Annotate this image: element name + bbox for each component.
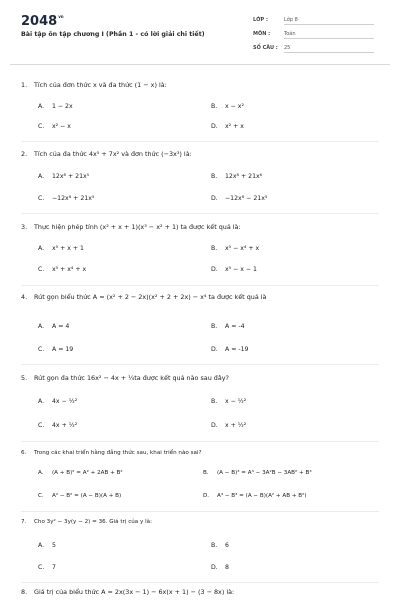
option-letter: A. — [38, 323, 45, 330]
option-text: x⁵ − x − 1 — [225, 266, 257, 273]
question-8 — [21, 588, 381, 597]
question-divider — [21, 285, 379, 286]
option-text: A³ − B³ = (A − B)(A² + AB + B²) — [217, 493, 307, 499]
option-letter: C. — [38, 266, 45, 273]
option-letter: D. — [211, 123, 218, 130]
option-text: A = -19 — [225, 346, 249, 353]
option-letter: C. — [38, 493, 44, 499]
option-letter: B. — [211, 398, 218, 405]
meta-value: 25 — [284, 45, 374, 53]
brand-logo[interactable] — [21, 14, 64, 29]
option-letter: B. — [211, 245, 218, 252]
option-a[interactable] — [38, 103, 73, 110]
option-c[interactable] — [38, 564, 56, 571]
meta-value: Lớp 8 — [284, 17, 374, 25]
question-4 — [21, 293, 381, 302]
option-letter: B. — [211, 323, 218, 330]
question-divider — [21, 582, 379, 583]
option-text: 4x + ½² — [52, 422, 78, 429]
option-d[interactable] — [211, 346, 248, 353]
option-a[interactable] — [38, 173, 89, 180]
option-text: −12x⁸ + 21x⁵ — [52, 195, 95, 202]
option-a[interactable] — [38, 542, 56, 549]
option-c[interactable] — [38, 422, 77, 429]
option-a[interactable] — [38, 470, 123, 476]
option-c[interactable] — [38, 493, 121, 499]
question-number: 4. — [21, 293, 28, 301]
question-number: 2. — [21, 150, 28, 158]
option-letter: D. — [203, 493, 210, 499]
header-divider — [10, 64, 390, 65]
question-3 — [21, 223, 381, 232]
option-b[interactable] — [211, 398, 246, 405]
document-title: Bài tập ôn tập chương I (Phần 1 - có lời giải chi tiết) — [21, 31, 205, 38]
option-text: 4x − ½² — [52, 398, 78, 405]
question-text: Giá trị của biểu thức A = 2x(3x − 1) − 6x(x + 1) − (3 − 8x) là: — [34, 588, 235, 596]
option-text: A = 19 — [52, 346, 74, 353]
question-5 — [21, 374, 381, 383]
logo-tm: vn — [58, 14, 64, 19]
meta-value: Toán — [284, 31, 374, 39]
option-text: x⁵ − x⁴ + x — [225, 245, 260, 252]
option-letter: C. — [38, 346, 45, 353]
question-1 — [21, 81, 381, 90]
question-divider — [21, 511, 379, 512]
question-text: Rút gọn biểu thức A = (x² + 2 − 2x)(x² + 2 + 2x) − x⁴ ta được kết quả là — [34, 293, 267, 301]
question-number: 7. — [21, 519, 27, 525]
question-text: Tích của đơn thức x và đa thức (1 − x) là: — [34, 81, 167, 89]
logo-text: 2048 — [21, 14, 58, 29]
question-2 — [21, 150, 381, 159]
option-letter: A. — [38, 470, 44, 476]
option-letter: A. — [38, 173, 45, 180]
question-text: Thực hiện phép tính (x² + x + 1)(x³ − x² + 1) ta được kết quả là: — [34, 223, 241, 231]
option-d[interactable] — [203, 493, 307, 499]
question-divider — [21, 141, 379, 142]
option-text: 7 — [52, 564, 56, 571]
option-b[interactable] — [211, 173, 262, 180]
meta-key: MÔN : — [253, 31, 271, 37]
option-letter: A. — [38, 542, 45, 549]
option-b[interactable] — [211, 245, 259, 252]
option-text: 6 — [225, 542, 229, 549]
question-text: Cho 3y² − 3y(y − 2) = 36. Giá trị của y là: — [34, 519, 152, 525]
option-c[interactable] — [38, 123, 71, 130]
option-text: 8 — [225, 564, 229, 571]
option-c[interactable] — [38, 346, 73, 353]
question-text: Tích của đa thức 4x⁵ + 7x² và đơn thức (−3x³) là: — [34, 150, 192, 158]
option-text: 5 — [52, 542, 56, 549]
option-letter: C. — [38, 422, 45, 429]
option-a[interactable] — [38, 398, 77, 405]
option-letter: B. — [211, 173, 218, 180]
option-text: x⁵ + x + 1 — [52, 245, 84, 252]
option-text: x² + x — [225, 123, 244, 130]
meta-count-row — [253, 45, 378, 53]
option-letter: B. — [203, 470, 209, 476]
option-text: (A − B)³ = A³ − 3A²B − 3AB² + B³ — [217, 470, 312, 476]
question-number: 1. — [21, 81, 28, 89]
question-number: 3. — [21, 223, 28, 231]
option-b[interactable] — [203, 470, 312, 476]
option-text: −12x⁸ − 21x⁵ — [225, 195, 268, 202]
question-divider — [21, 441, 379, 442]
option-b[interactable] — [211, 103, 244, 110]
option-letter: C. — [38, 564, 45, 571]
option-b[interactable] — [211, 542, 229, 549]
option-letter: A. — [38, 245, 45, 252]
option-letter: D. — [211, 195, 218, 202]
option-text: (A + B)² = A² + 2AB + B² — [52, 470, 123, 476]
option-text: x − ½² — [225, 398, 247, 405]
meta-key: SỐ CÂU : — [253, 45, 278, 51]
meta-key: LỚP : — [253, 17, 268, 23]
option-letter: A. — [38, 103, 45, 110]
option-b[interactable] — [211, 323, 245, 330]
question-6 — [21, 449, 381, 458]
meta-subject-row — [253, 31, 378, 39]
option-text: x² − x — [52, 123, 71, 130]
question-7 — [21, 518, 381, 527]
option-text: A² − B² = (A − B)(A + B) — [52, 493, 122, 499]
question-number: 5. — [21, 374, 28, 382]
meta-class-row — [253, 17, 378, 25]
option-letter: C. — [38, 123, 45, 130]
question-number: 6. — [21, 450, 27, 456]
option-text: 12x⁸ + 21x⁵ — [52, 173, 90, 180]
option-text: x − x² — [225, 103, 244, 110]
question-text: Trong các khai triển hằng đẳng thức sau, khai triển nào sai? — [34, 450, 202, 456]
option-c[interactable] — [38, 195, 94, 202]
option-text: x + ½² — [225, 422, 247, 429]
option-text: 1 − 2x — [52, 103, 73, 110]
option-letter: D. — [211, 266, 218, 273]
option-d[interactable] — [211, 266, 257, 273]
option-letter: B. — [211, 103, 218, 110]
question-text: Rút gọn đa thức 16x² − 4x + ¼ta được kết quả nào sau đây? — [34, 374, 229, 382]
option-text: x⁵ + x⁴ + x — [52, 266, 87, 273]
option-d[interactable] — [211, 123, 244, 130]
option-text: A = -4 — [225, 323, 245, 330]
option-letter: C. — [38, 195, 45, 202]
option-d[interactable] — [211, 564, 229, 571]
question-divider — [21, 213, 379, 214]
option-letter: B. — [211, 542, 218, 549]
question-number: 8. — [21, 588, 28, 596]
option-letter: D. — [211, 346, 218, 353]
option-a[interactable] — [38, 245, 84, 252]
option-text: A = 4 — [52, 323, 70, 330]
question-divider — [21, 364, 379, 365]
option-d[interactable] — [211, 195, 267, 202]
option-text: 12x⁸ + 21x⁶ — [225, 173, 263, 180]
option-letter: D. — [211, 564, 218, 571]
option-letter: A. — [38, 398, 45, 405]
option-letter: D. — [211, 422, 218, 429]
option-c[interactable] — [38, 266, 86, 273]
option-d[interactable] — [211, 422, 246, 429]
option-a[interactable] — [38, 323, 69, 330]
